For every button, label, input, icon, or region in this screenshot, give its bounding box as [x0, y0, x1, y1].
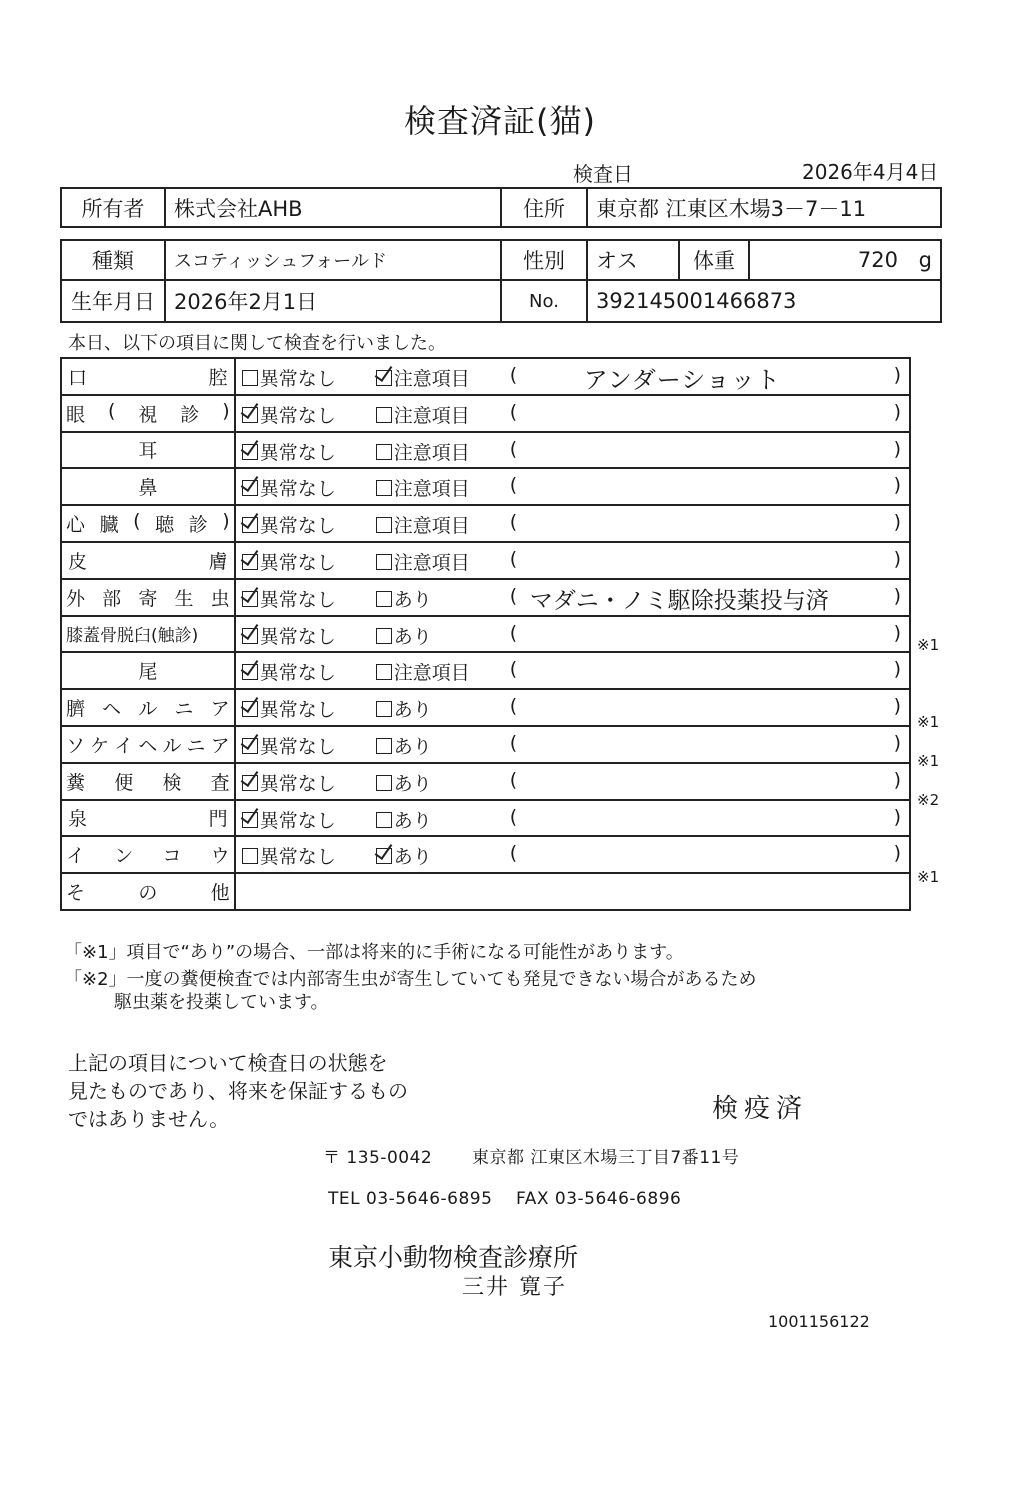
footnote-marker: ※2	[917, 790, 940, 809]
option-label: あり	[393, 772, 432, 795]
row-name: 糞 便 検 査	[61, 763, 235, 800]
checkbox-icon[interactable]	[376, 738, 392, 754]
row-name: イ ン コ ウ	[61, 836, 235, 873]
row-options	[235, 579, 910, 616]
option-label: 異常なし	[259, 551, 336, 574]
row-options	[235, 542, 910, 579]
note-open-paren: (	[509, 695, 518, 718]
row-name: 眼 ( 視 診 )	[61, 395, 235, 432]
option-label: 異常なし	[259, 588, 336, 611]
table-row	[61, 542, 910, 579]
attention-option[interactable]	[376, 511, 470, 538]
footnote-marker: ※1	[917, 867, 940, 886]
table-row-other	[61, 873, 910, 910]
table-row	[61, 763, 910, 800]
attention-option[interactable]	[376, 622, 432, 649]
checkbox-icon[interactable]	[376, 775, 392, 791]
note-open-paren: (	[509, 731, 518, 754]
no-label: No.	[501, 280, 587, 322]
note-open-paren: (	[509, 400, 518, 423]
note-open-paren: (	[509, 364, 518, 386]
row-options	[235, 800, 910, 837]
row-options	[235, 652, 910, 689]
checked-checkbox-icon[interactable]	[242, 628, 258, 644]
option-label: 注意項目	[393, 515, 470, 538]
no-abnormality-option[interactable]	[242, 842, 336, 869]
footnote-marker: ※1	[917, 713, 940, 732]
clinic-fax: FAX 03-5646-6896	[516, 1189, 682, 1209]
note-close-paren: )	[893, 842, 901, 865]
sex-value: オス	[587, 240, 679, 280]
checked-checkbox-icon[interactable]	[376, 370, 392, 386]
note-open-paren: (	[509, 768, 518, 791]
note-open-paren: (	[509, 621, 518, 644]
note-open-paren: (	[509, 437, 518, 460]
note-close-paren: )	[893, 805, 901, 828]
row-name: 心 臓 ( 聴 診 )	[61, 505, 235, 542]
table-row	[61, 726, 910, 763]
doctor-name: 三井 寛子	[462, 1275, 567, 1300]
table-row	[61, 505, 910, 542]
row-options	[235, 395, 910, 432]
option-label: 異常なし	[259, 441, 336, 464]
attention-option[interactable]	[376, 695, 432, 722]
other-notes-cell	[235, 873, 910, 910]
option-label: あり	[393, 735, 432, 758]
option-label: 異常なし	[259, 662, 336, 685]
attention-option[interactable]	[376, 364, 470, 391]
quarantine-stamp: 検疫済	[712, 1094, 809, 1124]
clinic-address: 東京都 江東区木場三丁目7番11号	[472, 1148, 740, 1168]
no-abnormality-option[interactable]	[242, 732, 336, 759]
attention-option[interactable]	[376, 769, 432, 796]
note-close-paren: )	[893, 364, 901, 386]
note-close-paren: )	[893, 547, 901, 570]
option-label: あり	[393, 625, 432, 648]
checked-checkbox-icon[interactable]	[242, 517, 258, 533]
no-abnormality-option[interactable]	[242, 658, 336, 685]
table-row	[61, 800, 910, 837]
option-label: 注意項目	[393, 551, 470, 574]
table-row	[61, 432, 910, 469]
birth-label: 生年月日	[61, 280, 165, 322]
table-row	[61, 468, 910, 505]
clinic-tel: TEL 03-5646-6895	[328, 1189, 493, 1209]
option-label: 注意項目	[393, 478, 470, 501]
table-row	[61, 616, 910, 653]
owner-table	[60, 187, 942, 228]
exam-date: 2026年4月4日	[802, 160, 939, 184]
owner-label: 所有者	[61, 188, 165, 227]
other-label: そ の 他	[66, 882, 230, 905]
no-abnormality-option[interactable]	[242, 622, 336, 649]
note-close-paren: )	[893, 695, 901, 718]
no-value: 392145001466873	[587, 280, 941, 322]
option-label: 異常なし	[259, 515, 336, 538]
checked-checkbox-icon[interactable]	[242, 775, 258, 791]
checked-checkbox-icon[interactable]	[242, 701, 258, 717]
row-name: 臍 ヘ ル ニ ア	[61, 689, 235, 726]
note-open-paren: (	[509, 474, 518, 497]
option-label: 異常なし	[259, 699, 336, 722]
row-options	[235, 689, 910, 726]
note-close-paren: )	[893, 621, 901, 644]
option-label: あり	[393, 846, 432, 869]
option-label: あり	[393, 809, 432, 832]
attention-option[interactable]	[376, 474, 470, 501]
checkbox-icon[interactable]	[376, 591, 392, 607]
row-options	[235, 358, 910, 395]
birth-value: 2026年2月1日	[165, 280, 501, 322]
option-label: 異常なし	[259, 368, 336, 390]
no-abnormality-option[interactable]	[242, 769, 336, 796]
no-abnormality-option[interactable]	[242, 474, 336, 501]
attention-option[interactable]	[376, 732, 432, 759]
footnote-marker: ※1	[917, 636, 940, 655]
weight-unit: g	[918, 248, 932, 272]
note-close-paren: )	[893, 731, 901, 754]
checked-checkbox-icon[interactable]	[242, 812, 258, 828]
attention-option[interactable]	[376, 438, 470, 465]
row-name: 鼻	[61, 468, 235, 505]
checked-checkbox-icon[interactable]	[242, 738, 258, 754]
sex-label: 性別	[501, 240, 587, 280]
note-close-paren: )	[893, 437, 901, 460]
footnote-2: 「※2」一度の糞便検査では内部寄生虫が寄生していても発見できない場合があるため	[64, 969, 757, 990]
row-name: 泉 門	[61, 800, 235, 837]
footnote-2-cont: 駆虫薬を投薬しています。	[114, 992, 329, 1013]
breed-label: 種類	[61, 240, 165, 280]
row-options	[235, 726, 910, 763]
note-close-paren: )	[893, 511, 901, 534]
note-open-paren: (	[509, 842, 518, 865]
exam-date-label: 検査日	[573, 162, 633, 186]
note-open-paren: (	[509, 805, 518, 828]
pet-table	[60, 239, 942, 323]
footnote-marker: ※1	[917, 752, 940, 770]
row-name: 膝蓋骨脱臼(触診)	[61, 616, 235, 653]
checked-checkbox-icon[interactable]	[242, 664, 258, 680]
note-open-paren: (	[509, 547, 518, 570]
attention-option[interactable]	[376, 401, 470, 428]
table-row	[61, 579, 910, 616]
row-options	[235, 616, 910, 653]
no-abnormality-option[interactable]	[242, 438, 336, 465]
row-options	[235, 432, 910, 469]
footnote-1: 「※1」項目で“あり”の場合、一部は将来的に手術になる可能性があります。	[64, 942, 684, 963]
disclaimer-line-2: 見たものであり、将来を保証するもの	[68, 1079, 408, 1103]
checked-checkbox-icon[interactable]	[242, 480, 258, 496]
no-abnormality-option[interactable]	[242, 511, 336, 538]
attention-option[interactable]	[376, 806, 432, 833]
row-options	[235, 836, 910, 873]
checkbox-icon[interactable]	[376, 628, 392, 644]
checked-checkbox-icon[interactable]	[242, 407, 258, 423]
option-label: 異常なし	[259, 478, 336, 501]
row-note: アンダーショット	[583, 366, 781, 394]
option-label: あり	[393, 588, 432, 611]
note-close-paren: )	[893, 584, 901, 607]
option-label: あり	[393, 699, 432, 722]
address-value: 東京都 江東区木場3－7－11	[587, 188, 941, 227]
note-open-paren: (	[509, 511, 518, 534]
inspection-rows	[61, 358, 910, 873]
row-options	[235, 763, 910, 800]
option-label: 注意項目	[393, 441, 470, 464]
checked-checkbox-icon[interactable]	[242, 444, 258, 460]
serial-number: 1001156122	[768, 1312, 870, 1331]
option-label: 異常なし	[259, 772, 336, 795]
disclaimer-line-1: 上記の項目について検査日の状態を	[68, 1051, 388, 1075]
note-close-paren: )	[893, 400, 901, 423]
row-name: 尾	[61, 652, 235, 689]
note-close-paren: )	[893, 474, 901, 497]
option-label: 注意項目	[393, 368, 470, 390]
row-name: ソ ケ イ ヘ ル ニ ア	[61, 726, 235, 763]
note-close-paren: )	[893, 768, 901, 791]
row-options	[235, 468, 910, 505]
table-row	[61, 689, 910, 726]
disclaimer-line-3: ではありません。	[68, 1107, 230, 1131]
row-name: 口 腔	[61, 358, 235, 395]
checkbox-icon[interactable]	[376, 407, 392, 423]
clinic-name: 東京小動物検査診療所	[328, 1243, 579, 1272]
checkbox-icon[interactable]	[376, 517, 392, 533]
clinic-postal: 〒 135-0042	[323, 1148, 433, 1168]
weight-cell	[749, 240, 941, 280]
attention-option[interactable]	[376, 585, 432, 612]
option-label: 異常なし	[259, 404, 336, 427]
table-row	[61, 652, 910, 689]
checkbox-icon[interactable]	[242, 370, 258, 386]
weight-label: 体重	[679, 240, 749, 280]
checkbox-icon[interactable]	[376, 812, 392, 828]
no-abnormality-option[interactable]	[242, 695, 336, 722]
option-label: 異常なし	[259, 846, 336, 869]
row-name: 皮 膚	[61, 542, 235, 579]
checked-checkbox-icon[interactable]	[376, 848, 392, 864]
table-row	[61, 395, 910, 432]
document-title: 検査済証(猫)	[404, 102, 596, 140]
row-name: 外 部 寄 生 虫	[61, 579, 235, 616]
option-label: 注意項目	[393, 404, 470, 427]
note-open-paren: (	[509, 658, 518, 681]
inspection-table	[60, 357, 911, 911]
weight-value: 720	[857, 248, 898, 272]
note-close-paren: )	[893, 658, 901, 681]
no-abnormality-option[interactable]	[242, 401, 336, 428]
table-row	[61, 358, 910, 395]
attention-option[interactable]	[376, 548, 470, 575]
row-note: マダニ・ノミ駆除投薬投与済	[529, 587, 829, 614]
checkbox-icon[interactable]	[376, 444, 392, 460]
table-row	[61, 836, 910, 873]
checkbox-icon[interactable]	[376, 480, 392, 496]
option-label: 注意項目	[393, 662, 470, 685]
row-options	[235, 505, 910, 542]
checkbox-icon[interactable]	[242, 848, 258, 864]
no-abnormality-option[interactable]	[242, 364, 336, 391]
checked-checkbox-icon[interactable]	[242, 554, 258, 570]
checkbox-icon[interactable]	[376, 701, 392, 717]
checkbox-icon[interactable]	[376, 554, 392, 570]
row-name-other	[61, 873, 235, 910]
option-label: 異常なし	[259, 809, 336, 832]
no-abnormality-option[interactable]	[242, 548, 336, 575]
row-name: 耳	[61, 432, 235, 469]
owner-value: 株式会社AHB	[165, 188, 501, 227]
note-open-paren: (	[509, 584, 518, 607]
address-label: 住所	[501, 188, 587, 227]
no-abnormality-option[interactable]	[242, 585, 336, 612]
checked-checkbox-icon[interactable]	[242, 591, 258, 607]
breed-value: スコティッシュフォールド	[165, 240, 501, 280]
attention-option[interactable]	[376, 842, 432, 869]
intro-text: 本日、以下の項目に関して検査を行いました。	[68, 333, 446, 354]
option-label: 異常なし	[259, 625, 336, 648]
option-label: 異常なし	[259, 735, 336, 758]
no-abnormality-option[interactable]	[242, 806, 336, 833]
checkbox-icon[interactable]	[376, 664, 392, 680]
attention-option[interactable]	[376, 658, 470, 685]
